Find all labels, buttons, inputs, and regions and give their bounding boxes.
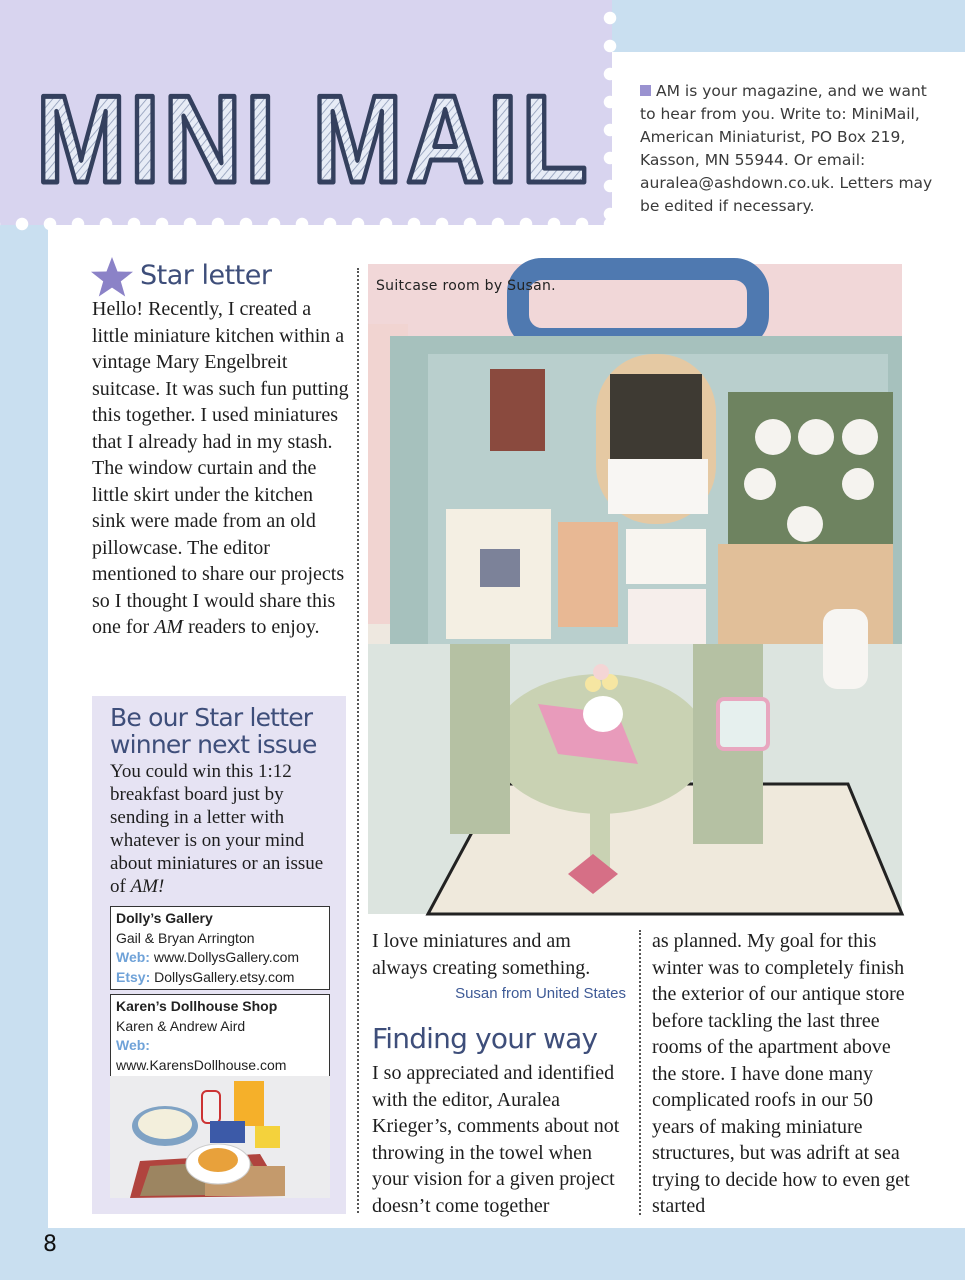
shop-name: Karen’s Dollhouse Shop bbox=[116, 998, 278, 1014]
shop-etsy-link[interactable]: DollysGallery.etsy.com bbox=[154, 968, 295, 985]
star-letter-continuation: I love miniatures and am always creating something. bbox=[372, 930, 591, 979]
page-border-top-right bbox=[610, 0, 965, 52]
masthead-title bbox=[30, 60, 600, 209]
page-number: 8 bbox=[43, 1232, 57, 1257]
shop-people: Karen & Andrew Aird bbox=[116, 1017, 246, 1034]
finding-body-col-a: I so appreciated and identified with the editor, Auralea Krieger’s, comments about not throwing in the towel when your vision for a given project doesn’t come together bbox=[372, 1062, 620, 1217]
shop-people: Gail & Bryan Arrington bbox=[116, 929, 255, 946]
star-letter-title: Star letter bbox=[140, 260, 272, 291]
star-letter-heading bbox=[90, 256, 350, 296]
promo-body: You could win this 1:12 breakfast board just by sending in a letter with whatever is on your mind about miniatures or an issue of AM! bbox=[110, 761, 324, 897]
masthead-text: MINI MAIL bbox=[36, 71, 591, 209]
promo-heading: Be our Star letter winner next issue bbox=[110, 703, 317, 759]
suitcase-room-photo bbox=[368, 264, 902, 914]
column-divider-1 bbox=[357, 268, 359, 1213]
shop-card-karens: Karen’s Dollhouse Shop Karen & Andrew Aird Web: www.KarensDollhouse.com bbox=[110, 994, 330, 1078]
bullet-square-icon bbox=[640, 85, 651, 96]
star-letter-body: Hello! Recently, I created a little miniature kitchen within a vintage Mary Engelbreit suitcase. It was such fun putting this together. I used miniatures that I already had in my stash. The window curtain and the little skirt under the kitchen sink were made from an old pillowcase. The editor mentioned to share our projects so I thought I would share this one for AM readers to enjoy. bbox=[92, 298, 349, 638]
column-divider-2 bbox=[639, 930, 641, 1215]
finding-heading: Finding your way bbox=[372, 1022, 598, 1055]
intro-copy: AM is your magazine, and we want to hear from you. Write to: MiniMail, American Miniaturist, PO Box 219, Kasson, MN 55944. Or email: auralea@ashdown.co.uk. Letters may be edited if necessary. bbox=[640, 82, 933, 215]
shop-web-link[interactable]: www.KarensDollhouse.com bbox=[116, 1056, 287, 1073]
page-border-bottom bbox=[0, 1228, 965, 1280]
breakfast-board-image bbox=[110, 1076, 330, 1198]
star-letter-signature: Susan from United States bbox=[455, 985, 626, 1002]
promo-box bbox=[92, 696, 346, 1214]
photo-caption: Suitcase room by Susan. bbox=[376, 278, 556, 294]
shop-card-dollys: Dolly’s Gallery Gail & Bryan Arrington Web: www.DollysGallery.com Etsy: DollysGallery.etsy.com bbox=[110, 906, 330, 990]
intro-text bbox=[640, 80, 940, 218]
stamp-perforation-bottom bbox=[0, 212, 612, 236]
stamp-perforation-right bbox=[598, 0, 622, 230]
shop-name: Dolly’s Gallery bbox=[116, 910, 213, 926]
shop-web-link[interactable]: www.DollysGallery.com bbox=[153, 949, 300, 965]
finding-body-col-b: as planned. My goal for this winter was to completely finish the exterior of our antique store before tackling the last three rooms of the apartment above the store. I have done many complicated roofs in our 50 years of making miniature structures, but was adrift at sea trying to decide how to even get started bbox=[652, 930, 910, 1217]
star-icon bbox=[90, 256, 134, 298]
